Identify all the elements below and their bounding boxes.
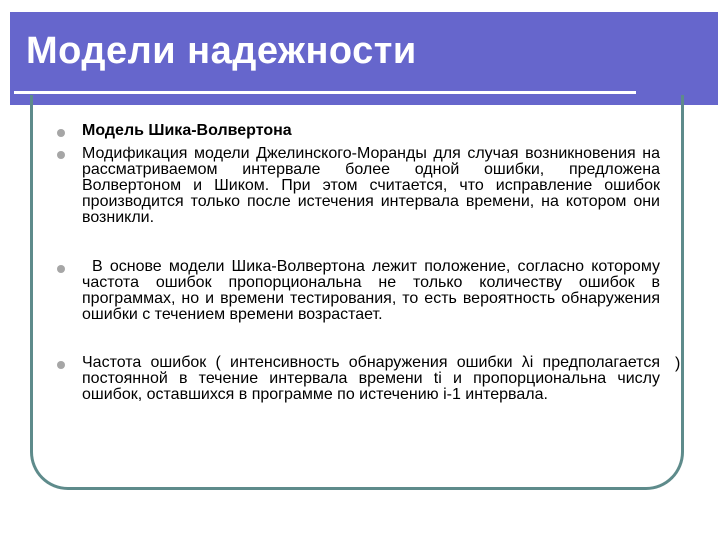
title-underline [14, 91, 636, 94]
bullet-3-icon [57, 265, 65, 273]
bullet-1-icon [57, 129, 65, 137]
slide-title: Модели надежности [26, 30, 417, 72]
item-4-trailing-paren: ) [675, 355, 681, 372]
item-2-text: Модификация модели Джелинского-Моранды для случая возникновения на рассматриваемом интервале более одной ошибки, предложена Волвертоном и Шиком. При этом считается, что исправление ошибок производится только после истечения интервала времени, на котором они возникли. [82, 145, 660, 226]
item-3-text: В основе модели Шика-Волвертона лежит положение, согласно которому частота ошибок пропорциональна не только количеству ошибок в программах, но и времени тестирования, то есть вероятность обнаружения ошибки с течением времени возрастает. [82, 258, 660, 323]
bullet-4-icon [57, 361, 65, 369]
item-1-text: Модель Шика-Волвертона [82, 122, 292, 139]
bullet-2-icon [57, 151, 65, 159]
item-4-text: Частота ошибок ( интенсивность обнаружения ошибки λi предполагается постоянной в течение интервала времени ti и пропорциональна числу ошибок, оставшихся в программе по истечению i-1 интервала. [82, 354, 660, 403]
